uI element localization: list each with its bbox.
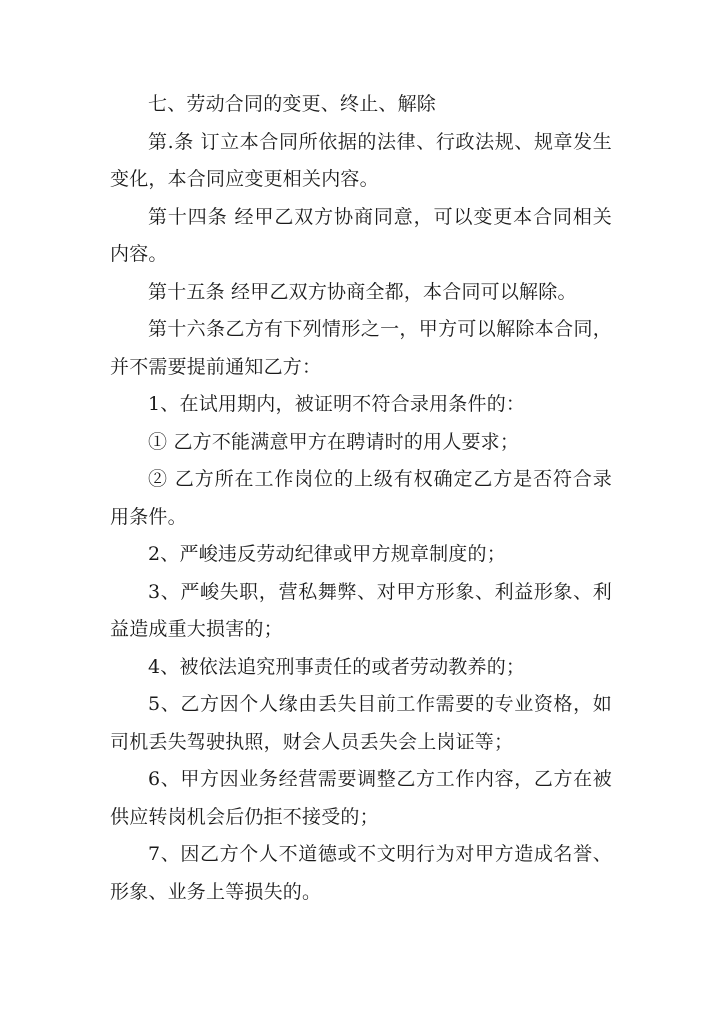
list-item: 7、因乙方个人不道德或不文明行为对甲方造成名誉、形象、业务上等损失的。 [110,843,612,903]
list-item: 5、乙方因个人缘由丢失目前工作需要的专业资格，如司机丢失驾驶执照，财会人员丢失会上岗证等； [110,693,612,753]
article-paragraph: 第十四条 经甲乙双方协商同意，可以变更本合同相关内容。 [110,205,612,265]
list-subitem: ① 乙方不能满意甲方在聘请时的用人要求； [148,430,520,453]
article-paragraph: 第.条 订立本合同所依据的法律、行政法规、规章发生变化，本合同应变更相关内容。 [110,130,612,190]
article-paragraph: 第十五条 经甲乙双方协商全都，本合同可以解除。 [148,280,577,303]
list-subitem: ② 乙方所在工作岗位的上级有权确定乙方是否符合录用条件。 [110,468,612,528]
list-item: 2、严峻违反劳动纪律或甲方规章制度的； [148,543,506,565]
section-heading: 七、劳动合同的变更、终止、解除 [148,93,437,115]
list-item: 1、在试用期内，被证明不符合录用条件的： [148,393,526,415]
document-body [110,86,612,911]
list-item: 3、严峻失职，营私舞弊、对甲方形象、利益形象、利益造成重大损害的； [110,580,612,640]
list-item: 4、被依法追究刑事责任的或者劳动教养的； [148,655,526,678]
list-item: 6、甲方因业务经营需要调整乙方工作内容，乙方在被供应转岗机会后仍拒不接受的； [110,768,612,828]
article-paragraph: 第十六条乙方有下列情形之一，甲方可以解除本合同，并不需要提前通知乙方： [110,318,612,378]
